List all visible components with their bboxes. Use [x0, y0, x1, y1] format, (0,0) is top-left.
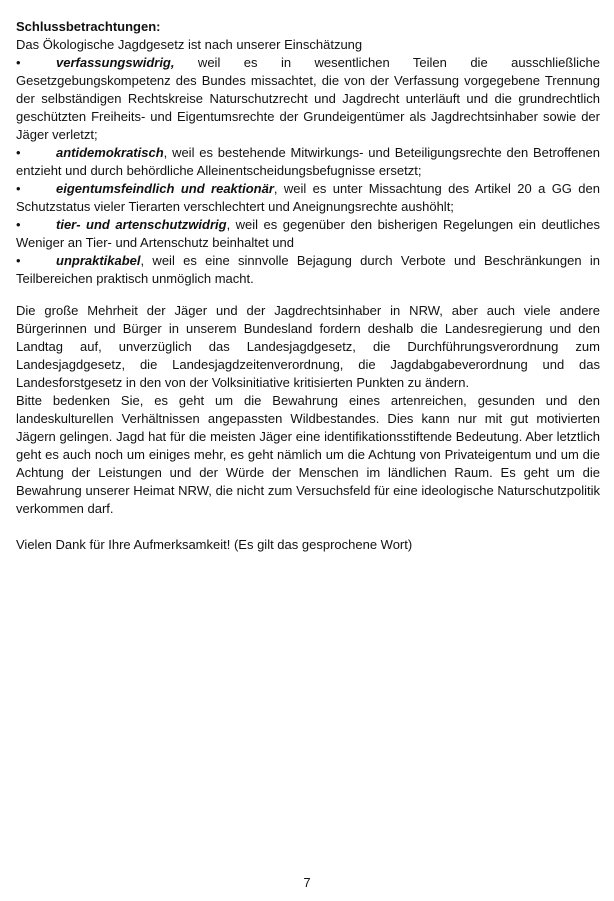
- bullet-text: , weil es gegenüber den bisherigen Regelungen ein deutliches Weniger an Tier- und Artenschutz beinhaltet und: [16, 217, 600, 250]
- bullet-item: [16, 252, 600, 288]
- bullet-item: [16, 144, 600, 180]
- bullet-icon: •: [16, 181, 21, 196]
- document-page: [16, 18, 600, 554]
- bullet-icon: •: [16, 217, 21, 232]
- bullet-icon: •: [16, 253, 21, 268]
- appeal-paragraph: Bitte bedenken Sie, es geht um die Bewahrung eines artenreichen, gesunden und den landeskulturellen Verhältnissen angepassten Wildbestandes. Dies kann nur mit gut motivierten Jägern gelingen. Jagd hat für die meisten Jäger eine identifikationsstiftende Bedeutung. Aber letztlich geht es auch noch um einiges mehr, es geht nämlich um die Achtung von Privateigentum und um die Achtung der Leistungen und der Würde der Menschen im ländlichen Raum. Es geht um die Bewahrung unserer Heimat NRW, die nicht zum Versuchsfeld für eine ideologische Naturschutzpolitik verkommen darf.: [16, 393, 600, 516]
- bullet-keyword: antidemokratisch: [56, 145, 164, 160]
- demand-paragraph: Die große Mehrheit der Jäger und der Jagdrechtsinhaber in NRW, aber auch viele andere Bürgerinnen und Bürger in unserem Bundesland fordern deshalb die Landesregierung und den Landtag auf, unverzüglich das Landesjagdgesetz, die Durchführungsverordnung zum Landesjagdgesetz, die Landesjagdzeitenverordnung, die Jagdabgabeverordnung und das Landesforstgesetz in den von der Volksinitiative kritisierten Punkten zu ändern.: [16, 303, 600, 390]
- bullet-text: weil es in wesentlichen Teilen die ausschließliche Gesetzgebungskompetenz des Bundes missachtet, die von der Verfassung vorgegebene Trennung der selbständigen Rechtskreise Naturschutzrecht und Jagdrecht unterläuft und die grundrechtlich geschützten Freiheits- und Eigentumsrechte der Grundeigentümer als Jagdrechtsinhaber sowie der Jäger verletzt;: [16, 55, 600, 142]
- bullet-text: , weil es unter Missachtung des Artikel 20 a GG den Schutzstatus vieler Tierarten verschlechtert und Aneignungsrechte aushöhlt;: [16, 181, 600, 214]
- closing-text: Vielen Dank für Ihre Aufmerksamkeit! (Es gilt das gesprochene Wort): [16, 537, 413, 552]
- intro-text: Das Ökologische Jagdgesetz ist nach unserer Einschätzung: [16, 37, 363, 52]
- bullet-item: [16, 54, 600, 144]
- spacer: [16, 518, 600, 536]
- bullet-item: [16, 180, 600, 216]
- bullet-icon: •: [16, 145, 21, 160]
- bullet-keyword: eigentumsfeindlich und reaktionär: [56, 181, 274, 196]
- spacer: [16, 288, 600, 302]
- bullet-keyword: tier- und artenschutzwidrig: [56, 217, 227, 232]
- bullet-text: , weil es bestehende Mitwirkungs- und Beteiligungsrechte den Betroffenen entzieht und durch behördliche Alleinentscheidungsbefugnisse ersetzt;: [16, 145, 600, 178]
- page-number: 7: [303, 875, 311, 890]
- bullet-icon: •: [16, 55, 21, 70]
- bullet-text: , weil es eine sinnvolle Bejagung durch Verbote und Beschränkungen in Teilbereichen praktisch unmöglich macht.: [16, 253, 600, 286]
- section-heading: Schlussbetrachtungen:: [16, 19, 161, 34]
- bullet-item: [16, 216, 600, 252]
- bullet-keyword: verfassungswidrig,: [56, 55, 175, 70]
- bullet-keyword: unpraktikabel: [56, 253, 141, 268]
